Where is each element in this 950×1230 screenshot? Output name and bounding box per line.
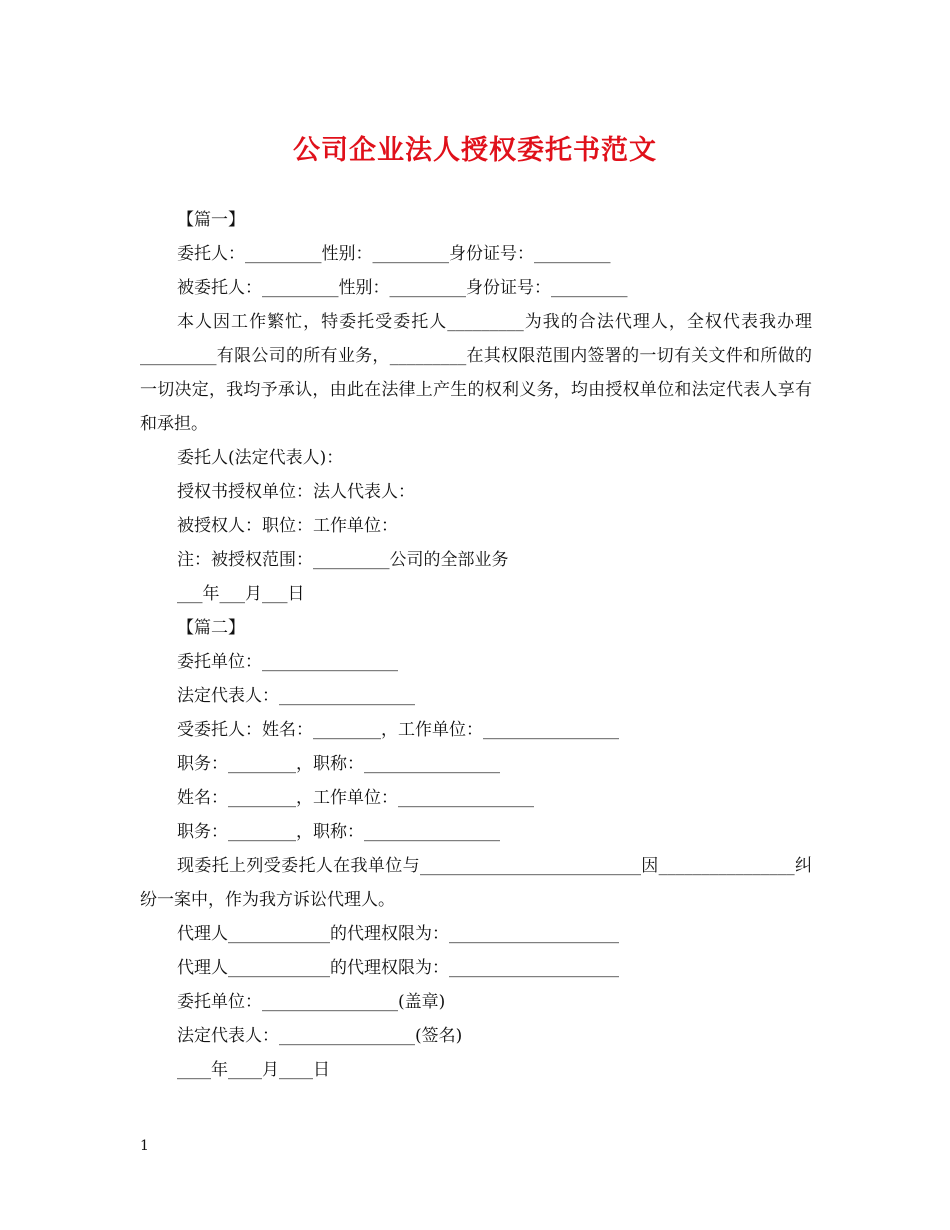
form-line: 被授权人：职位：工作单位： xyxy=(177,516,398,536)
form-line: 法定代表人：________________ xyxy=(177,686,415,706)
paragraph: 本人因工作繁忙，特委托受委托人_________为我的合法代理人，全权代表我办理_________有限公司的所有业务，_________在其权限范围内签署的一切有关文件和所做的一切决定，我均予承认，由此在法律上产生的权利义务，均由授权单位和法定代表人享有和承担。 xyxy=(140,312,812,434)
form-line: 职务：________，职称：________________ xyxy=(177,754,500,774)
form-line: 代理人____________的代理权限为：____________________ xyxy=(177,924,619,944)
form-line: 授权书授权单位：法人代表人： xyxy=(177,482,415,502)
paragraph: 现委托上列受委托人在我单位与__________________________因________________纠纷一案中，作为我方诉讼代理人。 xyxy=(140,856,812,910)
form-line: 被委托人：_________性别：_________身份证号：_________ xyxy=(177,278,628,298)
form-line: 委托单位：________________(盖章) xyxy=(177,992,446,1012)
form-line: 委托单位：________________ xyxy=(177,652,398,672)
document-title: 公司企业法人授权委托书范文 xyxy=(293,135,657,166)
section-heading: 【篇一】 xyxy=(177,210,245,230)
date-line: ____年____月____日 xyxy=(177,1060,330,1080)
form-line: 职务：________，职称：________________ xyxy=(177,822,500,842)
form-line: 委托人(法定代表人)： xyxy=(177,448,344,468)
form-line: 注：被授权范围：_________公司的全部业务 xyxy=(177,550,509,570)
form-line: 委托人：_________性别：_________身份证号：_________ xyxy=(177,244,611,264)
form-line: 法定代表人：________________(签名) xyxy=(177,1026,463,1046)
page-number: 1 xyxy=(140,1138,149,1154)
date-line: ___年___月___日 xyxy=(177,584,305,604)
form-line: 受委托人：姓名：________，工作单位：________________ xyxy=(177,720,619,740)
document-body xyxy=(140,203,812,1087)
form-line: 姓名：________，工作单位：________________ xyxy=(177,788,534,808)
form-line: 代理人____________的代理权限为：____________________ xyxy=(177,958,619,978)
section-heading: 【篇二】 xyxy=(177,618,245,638)
